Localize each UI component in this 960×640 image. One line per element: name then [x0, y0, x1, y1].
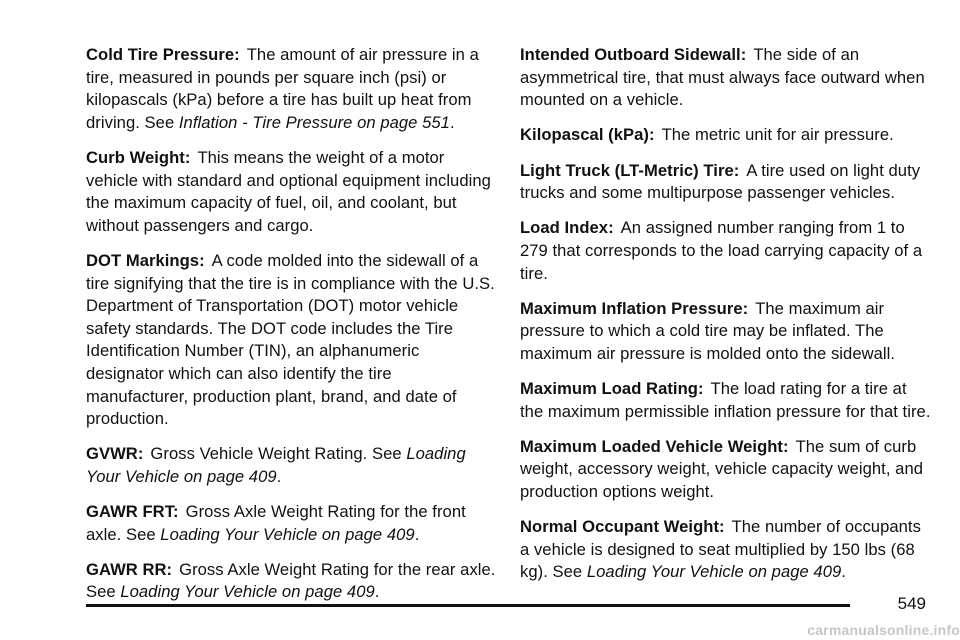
entry-page-reference[interactable]: Loading Your Vehicle on page 409 — [86, 444, 466, 486]
entry-body: The load rating for a tire at the maximum permissible inflation pressure for that tire. — [520, 379, 931, 421]
right-column — [520, 44, 932, 597]
glossary-entry-intended-outboard-sidewall — [520, 44, 932, 112]
watermark: carmanualsonline.info — [807, 622, 960, 638]
entry-body: The sum of curb weight, accessory weight, vehicle capacity weight, and production options weight. — [520, 436, 923, 502]
glossary-entry-cold-tire-pressure — [86, 44, 498, 134]
entry-body: This means the weight of a motor vehicle with standard and optional equipment including the maximum capacity of fuel, oil, and coolant, but without passengers and cargo. — [86, 147, 491, 235]
entry-body: The side of an asymmetrical tire, that must always face outward when mounted on a vehicle. — [520, 45, 925, 110]
glossary-entry-kilopascal — [520, 124, 932, 147]
entry-term: Load Index: — [520, 218, 614, 238]
entry-term: GVWR: — [86, 444, 144, 464]
entry-page-reference[interactable]: Inflation - Tire Pressure on page 551 — [178, 112, 450, 132]
entry-term: Maximum Loaded Vehicle Weight: — [520, 436, 789, 456]
entry-page-reference[interactable]: Loading Your Vehicle on page 409 — [160, 524, 415, 544]
entry-term: Curb Weight: — [86, 147, 191, 167]
glossary-entry-gawr-rr — [86, 559, 498, 604]
entry-body: The metric unit for air pressure. — [661, 125, 894, 145]
entry-body: The amount of air pressure in a tire, measured in pounds per square inch (psi) or kilopascals (kPa) before a tire has built up heat from driving. See — [86, 45, 479, 132]
entry-term: Cold Tire Pressure: — [86, 45, 240, 64]
entry-term: Normal Occupant Weight: — [520, 517, 725, 537]
glossary-entry-maximum-inflation-pressure — [520, 298, 932, 366]
footer-rule — [86, 604, 850, 607]
glossary-entry-light-truck-tire — [520, 160, 932, 205]
entry-term: Light Truck (LT-Metric) Tire: — [520, 160, 740, 180]
entry-body: The maximum air pressure to which a cold tire may be inflated. The maximum air pressure is molded onto the sidewall. — [520, 298, 896, 363]
entry-term: Kilopascal (kPa): — [520, 125, 655, 145]
entry-body: An assigned number ranging from 1 to 279 that corresponds to the load carrying capacity of a tire. — [520, 218, 923, 283]
entry-term: Maximum Load Rating: — [520, 379, 704, 399]
entry-body: A code molded into the sidewall of a tire signifying that the tire is in compliance with the U.S. Department of Transportation (DOT) motor vehicle safety standards. The DOT code includes the Tire Identification Number (TIN), an alphanumeric designator which can also identify the tire manufacturer, production plant, brand, and date of production. — [86, 250, 495, 429]
entry-page-reference[interactable]: Loading Your Vehicle on page 409 — [586, 562, 842, 582]
entry-page-reference[interactable]: Loading Your Vehicle on page 409 — [120, 582, 375, 602]
entry-body: Gross Axle Weight Rating for the rear axle. See — [86, 559, 496, 602]
glossary-entry-load-index — [520, 217, 932, 285]
glossary-entry-gawr-frt — [86, 501, 498, 546]
glossary-entry-dot-markings — [86, 250, 498, 431]
left-column — [86, 44, 498, 617]
entry-tail: . — [414, 524, 420, 544]
glossary-entry-maximum-loaded-vehicle-weight — [520, 436, 932, 504]
page-number: 549 — [897, 594, 926, 613]
entry-tail: . — [374, 582, 380, 602]
entry-term: GAWR RR: — [86, 559, 173, 579]
glossary-entry-gvwr — [86, 443, 498, 488]
entry-term: GAWR FRT: — [86, 502, 179, 522]
entry-tail: . — [449, 112, 455, 132]
entry-body: A tire used on light duty trucks and some multipurpose passenger vehicles. — [520, 160, 921, 203]
entry-term: Intended Outboard Sidewall: — [520, 45, 747, 64]
glossary-entry-curb-weight — [86, 147, 498, 237]
entry-term: Maximum Inflation Pressure: — [520, 298, 749, 318]
entry-body: Gross Axle Weight Rating for the front axle. See — [86, 502, 466, 544]
entry-body: The number of occupants a vehicle is designed to seat multiplied by 150 lbs (68 kg). See — [520, 517, 921, 582]
entry-body: Gross Vehicle Weight Rating. See — [150, 444, 407, 464]
entry-tail: . — [841, 562, 846, 582]
glossary-entry-maximum-load-rating — [520, 378, 932, 423]
entry-term: DOT Markings: — [86, 250, 205, 270]
entry-tail: . — [276, 466, 282, 486]
glossary-entry-normal-occupant-weight — [520, 516, 932, 584]
